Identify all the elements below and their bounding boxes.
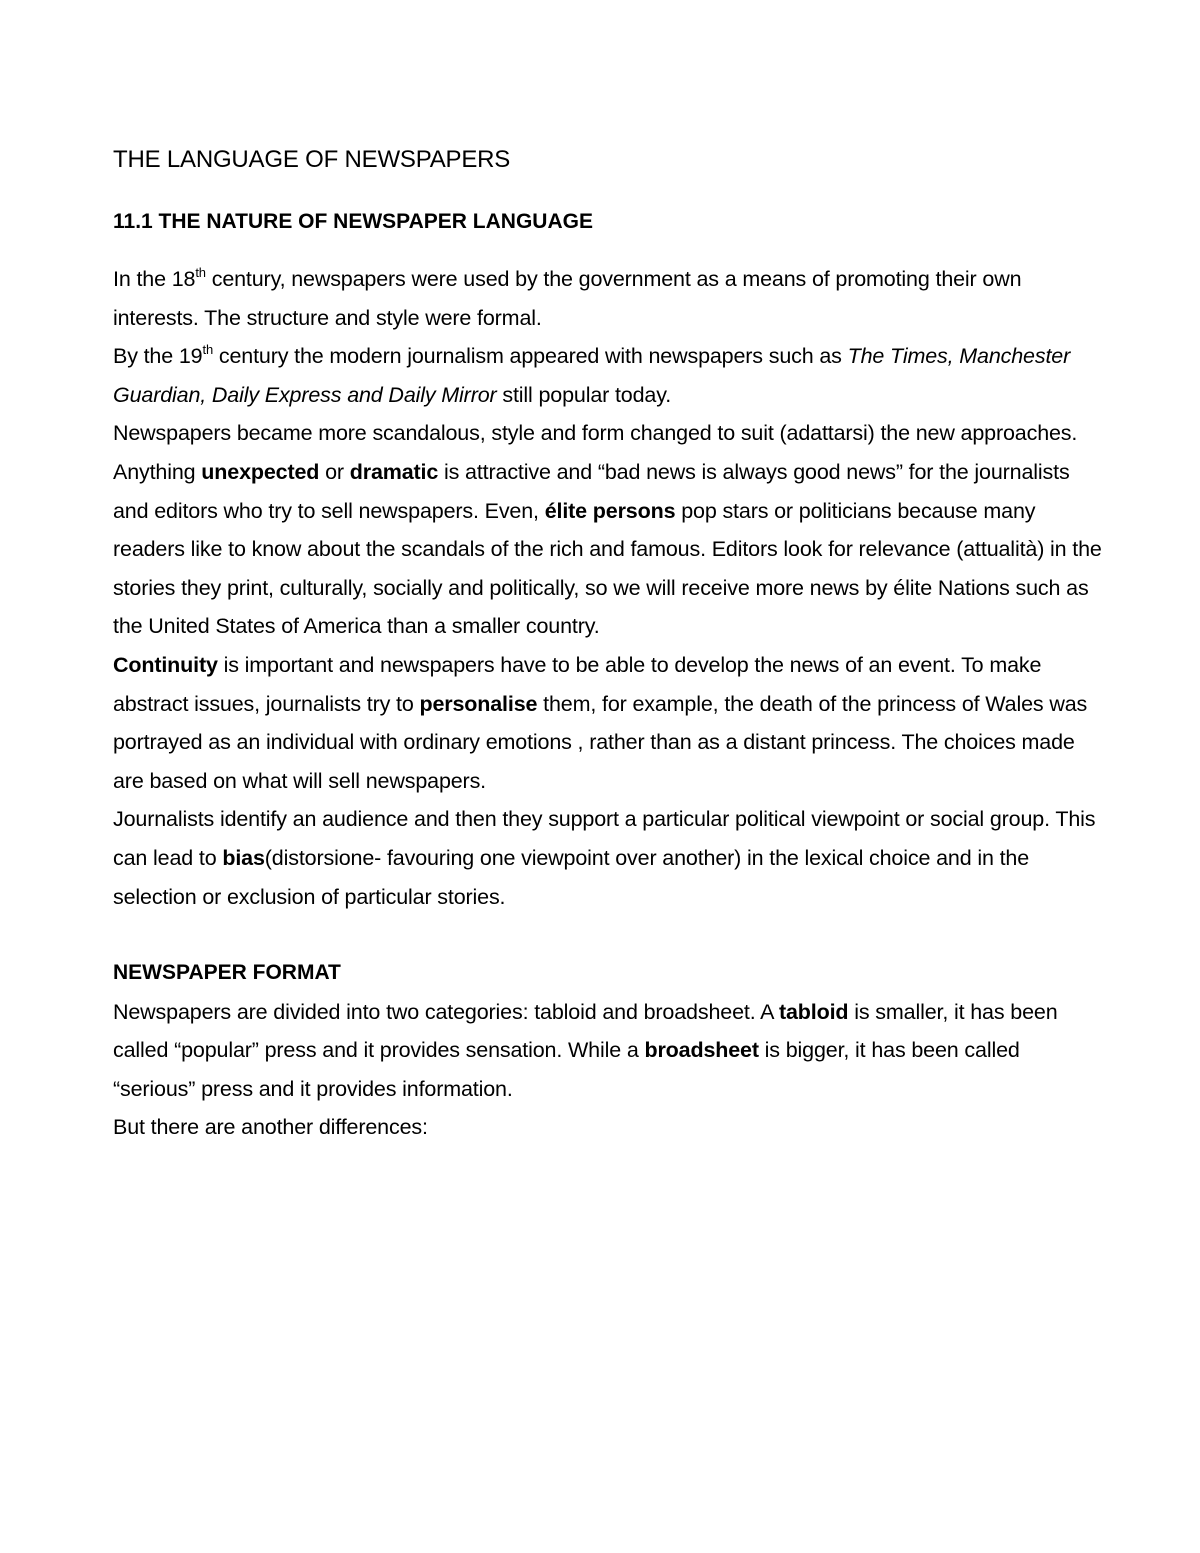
text-run: or	[319, 459, 350, 484]
keyword-bias: bias	[222, 845, 265, 870]
keyword-dramatic: dramatic	[349, 459, 439, 484]
keyword-broadsheet: broadsheet	[644, 1038, 759, 1063]
superscript: th	[195, 265, 206, 280]
paragraph-bias	[113, 800, 1103, 916]
paragraph-news-values	[113, 453, 1103, 646]
keyword-elite-persons: élite persons	[544, 498, 676, 523]
text-run: century the modern journalism appeared with newspapers such as	[213, 344, 848, 369]
paragraph-19th-century	[113, 337, 1103, 414]
document-page	[113, 140, 1103, 1147]
newspaper-names: The Times, Manchester Guardian, Daily Express and Daily Mirror	[113, 344, 1071, 407]
document-title: THE LANGUAGE OF NEWSPAPERS	[113, 146, 511, 173]
superscript: th	[202, 342, 214, 358]
text-run: is important and newspapers have to be able to develop the news of an event. To make abstract issues, journalists try to	[113, 652, 1042, 716]
text-run: still popular today.	[496, 382, 672, 407]
paragraph-scandalous: Newspapers became more scandalous, style and form changed to suit (adattarsi) the new approaches.	[113, 421, 1078, 446]
paragraph-differences: But there are another differences:	[113, 1115, 428, 1140]
paragraph-format-categories	[113, 993, 1103, 1109]
text-run: Newspapers are divided into two categories: tabloid and broadsheet. A	[113, 999, 779, 1024]
format-heading: NEWSPAPER FORMAT	[113, 961, 341, 985]
text-run: century, newspapers were used by the government as a means of promoting their own interests. The structure and style were formal.	[113, 267, 1022, 330]
text-run: is bigger, it has been called “serious” press and it provides information.	[113, 1038, 1020, 1101]
text-run: is smaller, it has been called “popular” press and it provides sensation. While a	[113, 999, 1058, 1063]
text-run: By the 19	[113, 344, 203, 369]
paragraph-spacer	[113, 916, 1103, 954]
section-heading: 11.1 THE NATURE OF NEWSPAPER LANGUAGE	[113, 210, 593, 233]
keyword-tabloid: tabloid	[778, 999, 849, 1024]
text-run: is attractive and “bad news is always good news” for the journalists and editors who try to sell newspapers. Even,	[113, 459, 1070, 523]
text-run: Journalists identify an audience and then they support a particular political viewpoint or social group. This can lead to	[113, 807, 1096, 870]
text-run: them, for example, the death of the princess of Wales was portrayed as an individual with ordinary emotions , rather than as a distant princess. The choices made are based on what will sell newspapers.	[113, 691, 1088, 793]
keyword-unexpected: unexpected	[201, 459, 320, 484]
keyword-continuity: Continuity	[113, 652, 218, 677]
text-run: pop stars or politicians because many readers like to know about the scandals of the rich and famous. Editors look for relevance (attualità) in the stories they print, culturally, socially and politically, so we will receive more news by élite Nations such as the United States of America than a smaller country.	[113, 498, 1102, 639]
text-run: In the 18	[113, 267, 196, 291]
text-run: (distorsione- favouring one viewpoint over another) in the lexical choice and in the selection or exclusion of particular stories.	[113, 845, 1030, 909]
keyword-personalise: personalise	[419, 691, 538, 716]
paragraph-continuity	[113, 646, 1103, 800]
paragraph-18th-century	[113, 260, 1103, 337]
text-run: Anything	[113, 459, 202, 484]
